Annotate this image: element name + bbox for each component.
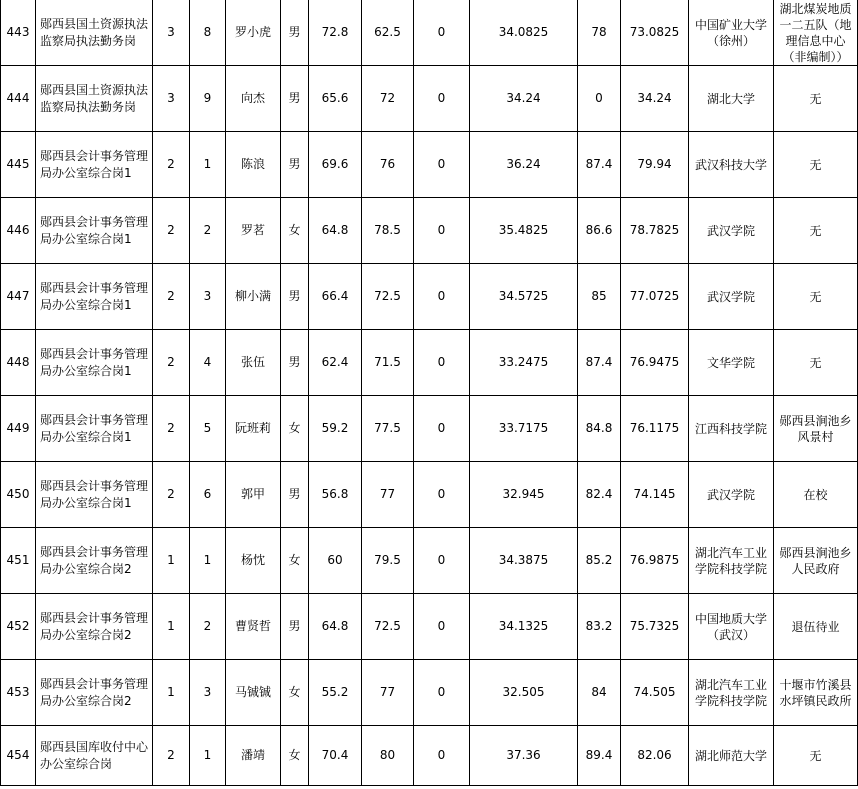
results-table-body — [1, 0, 858, 786]
quota-cell: 3 — [153, 0, 190, 66]
weighted-score-cell: 34.5725 — [470, 264, 578, 330]
table-row — [1, 132, 858, 198]
position-cell: 郧西县会计事务管理局办公室综合岗1 — [36, 264, 153, 330]
bonus-score-cell: 0 — [414, 462, 470, 528]
practical-score-cell: 89.4 — [578, 726, 621, 786]
rank-cell: 3 — [190, 264, 226, 330]
gender-cell: 男 — [281, 132, 309, 198]
bonus-score-cell: 0 — [414, 0, 470, 66]
weighted-score-cell: 33.2475 — [470, 330, 578, 396]
bonus-score-cell: 0 — [414, 132, 470, 198]
weighted-score-cell: 32.945 — [470, 462, 578, 528]
bonus-score-cell: 0 — [414, 330, 470, 396]
bonus-score-cell: 0 — [414, 66, 470, 132]
name-cell: 罗小虎 — [226, 0, 281, 66]
table-row — [1, 66, 858, 132]
position-cell: 郧西县会计事务管理局办公室综合岗2 — [36, 594, 153, 660]
gender-cell: 女 — [281, 198, 309, 264]
rank-cell: 1 — [190, 726, 226, 786]
written-score-cell: 56.8 — [309, 462, 362, 528]
row-number-cell: 452 — [1, 594, 36, 660]
row-number-cell: 445 — [1, 132, 36, 198]
university-cell: 湖北汽车工业学院科技学院 — [689, 660, 774, 726]
table-row — [1, 726, 858, 786]
practical-score-cell: 83.2 — [578, 594, 621, 660]
bonus-score-cell: 0 — [414, 198, 470, 264]
name-cell: 马铖铖 — [226, 660, 281, 726]
bonus-score-cell: 0 — [414, 660, 470, 726]
name-cell: 向杰 — [226, 66, 281, 132]
row-number-cell: 454 — [1, 726, 36, 786]
table-row — [1, 594, 858, 660]
gender-cell: 男 — [281, 0, 309, 66]
work-unit-cell: 郧西县涧池乡人民政府 — [774, 528, 858, 594]
name-cell: 阮班莉 — [226, 396, 281, 462]
university-cell: 武汉学院 — [689, 198, 774, 264]
quota-cell: 2 — [153, 726, 190, 786]
position-cell: 郧西县国土资源执法监察局执法勤务岗 — [36, 0, 153, 66]
rank-cell: 5 — [190, 396, 226, 462]
written-score-cell: 62.4 — [309, 330, 362, 396]
total-score-cell: 76.9475 — [621, 330, 689, 396]
interview-score-cell: 78.5 — [362, 198, 414, 264]
total-score-cell: 74.505 — [621, 660, 689, 726]
interview-score-cell: 76 — [362, 132, 414, 198]
practical-score-cell: 85 — [578, 264, 621, 330]
practical-score-cell: 0 — [578, 66, 621, 132]
row-number-cell: 453 — [1, 660, 36, 726]
gender-cell: 女 — [281, 528, 309, 594]
gender-cell: 女 — [281, 660, 309, 726]
interview-score-cell: 71.5 — [362, 330, 414, 396]
bonus-score-cell: 0 — [414, 264, 470, 330]
rank-cell: 4 — [190, 330, 226, 396]
practical-score-cell: 82.4 — [578, 462, 621, 528]
total-score-cell: 76.9875 — [621, 528, 689, 594]
name-cell: 曹贤哲 — [226, 594, 281, 660]
written-score-cell: 66.4 — [309, 264, 362, 330]
university-cell: 湖北大学 — [689, 66, 774, 132]
gender-cell: 男 — [281, 264, 309, 330]
position-cell: 郧西县会计事务管理局办公室综合岗1 — [36, 462, 153, 528]
position-cell: 郧西县会计事务管理局办公室综合岗2 — [36, 660, 153, 726]
university-cell: 湖北师范大学 — [689, 726, 774, 786]
interview-score-cell: 72 — [362, 66, 414, 132]
practical-score-cell: 84.8 — [578, 396, 621, 462]
work-unit-cell: 无 — [774, 132, 858, 198]
rank-cell: 2 — [190, 198, 226, 264]
total-score-cell: 74.145 — [621, 462, 689, 528]
written-score-cell: 55.2 — [309, 660, 362, 726]
bonus-score-cell: 0 — [414, 726, 470, 786]
quota-cell: 3 — [153, 66, 190, 132]
position-cell: 郧西县国土资源执法监察局执法勤务岗 — [36, 66, 153, 132]
work-unit-cell: 无 — [774, 66, 858, 132]
weighted-score-cell: 34.1325 — [470, 594, 578, 660]
university-cell: 武汉学院 — [689, 264, 774, 330]
work-unit-cell: 在校 — [774, 462, 858, 528]
gender-cell: 男 — [281, 66, 309, 132]
written-score-cell: 59.2 — [309, 396, 362, 462]
total-score-cell: 34.24 — [621, 66, 689, 132]
work-unit-cell: 无 — [774, 726, 858, 786]
interview-score-cell: 72.5 — [362, 264, 414, 330]
practical-score-cell: 85.2 — [578, 528, 621, 594]
interview-score-cell: 79.5 — [362, 528, 414, 594]
gender-cell: 男 — [281, 462, 309, 528]
weighted-score-cell: 35.4825 — [470, 198, 578, 264]
work-unit-cell: 退伍待业 — [774, 594, 858, 660]
row-number-cell: 450 — [1, 462, 36, 528]
total-score-cell: 77.0725 — [621, 264, 689, 330]
name-cell: 陈浪 — [226, 132, 281, 198]
practical-score-cell: 86.6 — [578, 198, 621, 264]
table-row — [1, 462, 858, 528]
interview-score-cell: 72.5 — [362, 594, 414, 660]
work-unit-cell: 湖北煤炭地质一二五队（地理信息中心（非编制）） — [774, 0, 858, 66]
work-unit-cell: 无 — [774, 330, 858, 396]
written-score-cell: 64.8 — [309, 198, 362, 264]
practical-score-cell: 87.4 — [578, 132, 621, 198]
row-number-cell: 444 — [1, 66, 36, 132]
quota-cell: 2 — [153, 396, 190, 462]
work-unit-cell: 郧西县涧池乡风景村 — [774, 396, 858, 462]
gender-cell: 男 — [281, 594, 309, 660]
written-score-cell: 69.6 — [309, 132, 362, 198]
quota-cell: 2 — [153, 462, 190, 528]
quota-cell: 1 — [153, 528, 190, 594]
table-row — [1, 0, 858, 66]
name-cell: 柳小满 — [226, 264, 281, 330]
name-cell: 潘靖 — [226, 726, 281, 786]
name-cell: 杨忱 — [226, 528, 281, 594]
university-cell: 江西科技学院 — [689, 396, 774, 462]
university-cell: 中国矿业大学（徐州） — [689, 0, 774, 66]
interview-score-cell: 77 — [362, 462, 414, 528]
quota-cell: 2 — [153, 330, 190, 396]
university-cell: 武汉科技大学 — [689, 132, 774, 198]
interview-score-cell: 77.5 — [362, 396, 414, 462]
position-cell: 郧西县会计事务管理局办公室综合岗2 — [36, 528, 153, 594]
row-number-cell: 451 — [1, 528, 36, 594]
written-score-cell: 70.4 — [309, 726, 362, 786]
written-score-cell: 65.6 — [309, 66, 362, 132]
work-unit-cell: 无 — [774, 264, 858, 330]
university-cell: 武汉学院 — [689, 462, 774, 528]
written-score-cell: 64.8 — [309, 594, 362, 660]
practical-score-cell: 78 — [578, 0, 621, 66]
weighted-score-cell: 34.3875 — [470, 528, 578, 594]
name-cell: 张伍 — [226, 330, 281, 396]
weighted-score-cell: 33.7175 — [470, 396, 578, 462]
quota-cell: 1 — [153, 660, 190, 726]
rank-cell: 1 — [190, 132, 226, 198]
practical-score-cell: 87.4 — [578, 330, 621, 396]
quota-cell: 1 — [153, 594, 190, 660]
weighted-score-cell: 37.36 — [470, 726, 578, 786]
gender-cell: 女 — [281, 396, 309, 462]
bonus-score-cell: 0 — [414, 594, 470, 660]
weighted-score-cell: 34.24 — [470, 66, 578, 132]
gender-cell: 女 — [281, 726, 309, 786]
quota-cell: 2 — [153, 264, 190, 330]
bonus-score-cell: 0 — [414, 528, 470, 594]
interview-score-cell: 77 — [362, 660, 414, 726]
position-cell: 郧西县会计事务管理局办公室综合岗1 — [36, 132, 153, 198]
name-cell: 郭甲 — [226, 462, 281, 528]
bonus-score-cell: 0 — [414, 396, 470, 462]
work-unit-cell: 无 — [774, 198, 858, 264]
table-row — [1, 660, 858, 726]
written-score-cell: 60 — [309, 528, 362, 594]
row-number-cell: 446 — [1, 198, 36, 264]
total-score-cell: 75.7325 — [621, 594, 689, 660]
interview-score-cell: 62.5 — [362, 0, 414, 66]
rank-cell: 9 — [190, 66, 226, 132]
total-score-cell: 76.1175 — [621, 396, 689, 462]
row-number-cell: 449 — [1, 396, 36, 462]
row-number-cell: 443 — [1, 0, 36, 66]
row-number-cell: 448 — [1, 330, 36, 396]
gender-cell: 男 — [281, 330, 309, 396]
table-row — [1, 198, 858, 264]
position-cell: 郧西县国库收付中心办公室综合岗 — [36, 726, 153, 786]
total-score-cell: 79.94 — [621, 132, 689, 198]
table-row — [1, 330, 858, 396]
rank-cell: 8 — [190, 0, 226, 66]
rank-cell: 6 — [190, 462, 226, 528]
row-number-cell: 447 — [1, 264, 36, 330]
table-row — [1, 528, 858, 594]
written-score-cell: 72.8 — [309, 0, 362, 66]
interview-score-cell: 80 — [362, 726, 414, 786]
university-cell: 文华学院 — [689, 330, 774, 396]
name-cell: 罗茗 — [226, 198, 281, 264]
quota-cell: 2 — [153, 132, 190, 198]
university-cell: 中国地质大学（武汉） — [689, 594, 774, 660]
weighted-score-cell: 32.505 — [470, 660, 578, 726]
total-score-cell: 73.0825 — [621, 0, 689, 66]
table-row — [1, 264, 858, 330]
rank-cell: 3 — [190, 660, 226, 726]
weighted-score-cell: 36.24 — [470, 132, 578, 198]
total-score-cell: 78.7825 — [621, 198, 689, 264]
total-score-cell: 82.06 — [621, 726, 689, 786]
position-cell: 郧西县会计事务管理局办公室综合岗1 — [36, 198, 153, 264]
quota-cell: 2 — [153, 198, 190, 264]
rank-cell: 2 — [190, 594, 226, 660]
work-unit-cell: 十堰市竹溪县水坪镇民政所 — [774, 660, 858, 726]
position-cell: 郧西县会计事务管理局办公室综合岗1 — [36, 396, 153, 462]
weighted-score-cell: 34.0825 — [470, 0, 578, 66]
university-cell: 湖北汽车工业学院科技学院 — [689, 528, 774, 594]
position-cell: 郧西县会计事务管理局办公室综合岗1 — [36, 330, 153, 396]
rank-cell: 1 — [190, 528, 226, 594]
practical-score-cell: 84 — [578, 660, 621, 726]
table-row — [1, 396, 858, 462]
